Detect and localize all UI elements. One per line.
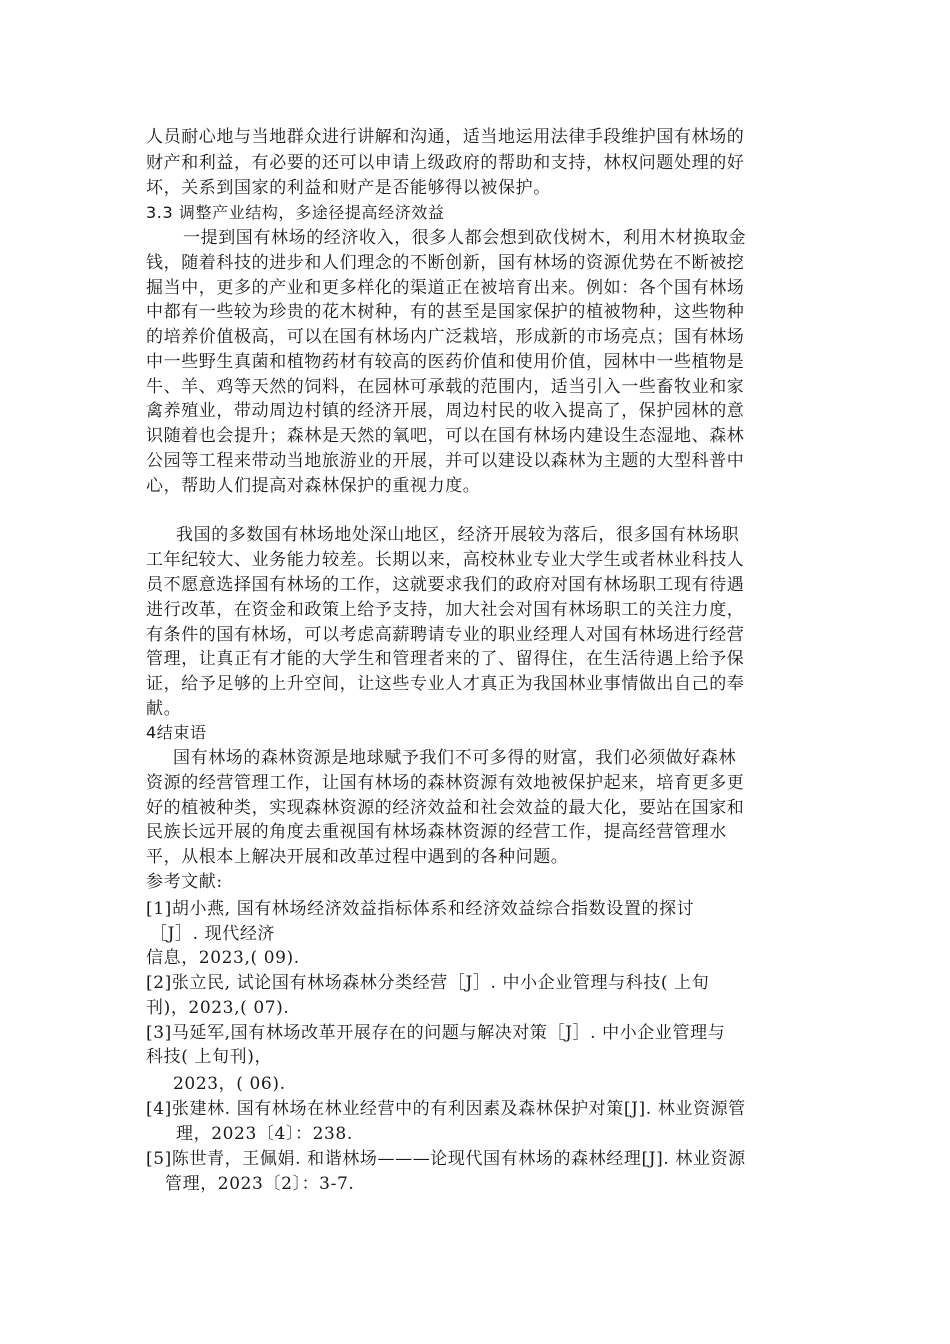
paragraph-line: 中都有一些较为珍贵的花木树种，有的甚至是国家保护的植被物种，这些物种 <box>146 302 745 322</box>
paragraph-line: 的培养价值极高，可以在国有林场内广泛栽培，形成新的市场亮点；国有林场 <box>146 327 745 347</box>
paragraph-line: 平，从根本上解决开展和改革过程中遇到的各种问题。 <box>146 847 569 867</box>
reference-line: 2023，( 06). <box>173 1074 286 1094</box>
reference-line: 科技( 上旬刊)， <box>146 1047 273 1067</box>
paragraph-line: 进行改革，在资金和政策上给予支持，加大社会对国有林场职工的关注力度， <box>146 600 745 620</box>
paragraph-line: 钱，随着科技的进步和人们理念的不断创新，国有林场的资源优势在不断被挖 <box>146 253 745 273</box>
reference-line: [1]胡小燕, 国有林场经济效益指标体系和经济效益综合指数设置的探讨 <box>146 899 695 919</box>
reference-line: 信息，2023,( 09). <box>146 948 300 968</box>
references-heading: 参考文献: <box>146 872 223 892</box>
paragraph-line: 民族长远开展的角度去重视国有林场森林资源的经营工作，提高经营管理水 <box>146 822 727 842</box>
paragraph-line: 工年纪较大、业务能力较差。长期以来，高校林业专业大学生或者林业科技人 <box>146 550 745 570</box>
paragraph-line: 财产和利益，有必要的还可以申请上级政府的帮助和支持，林权问题处理的好 <box>146 153 745 173</box>
paragraph-line: 坏，关系到国家的利益和财产是否能够得以被保护。 <box>146 178 551 198</box>
paragraph-line: 心，帮助人们提高对森林保护的重视力度。 <box>146 476 481 496</box>
section-heading: 3.3 调整产业结构，多途径提高经济效益 <box>146 203 445 222</box>
reference-line: [5]陈世青，王佩娟. 和谐林场———论现代国有林场的森林经理[J]. 林业资源 <box>146 1149 746 1169</box>
paragraph-line: 管理，让真正有才能的大学生和管理者来的了、留得住，在生活待遇上给予保 <box>146 649 745 669</box>
paragraph-line: 中一些野生真菌和植物药材有较高的医药价值和使用价值，园林中一些植物是 <box>146 352 745 372</box>
paragraph-line: 证，给予足够的上升空间，让这些专业人才真正为我国林业事情做出自己的奉 <box>146 674 745 694</box>
paragraph-line: 掘当中，更多的产业和更多样化的渠道正在被培育出来。例如：各个国有林场 <box>146 278 745 298</box>
paragraph-line: 牛、羊、鸡等天然的饲料，在园林可承载的范围内，适当引入一些畜牧业和家 <box>146 377 745 397</box>
reference-line: 刊)，2023,( 07). <box>146 998 290 1018</box>
paragraph-line: 一提到国有林场的经济收入，很多人都会想到砍伐树木，利用木材换取金 <box>183 228 747 248</box>
paragraph-line: 有条件的国有林场，可以考虑高薪聘请专业的职业经理人对国有林场进行经营 <box>146 625 745 645</box>
reference-line: 理，2023〔4〕：238. <box>176 1124 353 1144</box>
paragraph-line: 人员耐心地与当地群众进行讲解和沟通，适当地运用法律手段维护国有林场的 <box>146 127 745 147</box>
reference-line: [4]张建林. 国有林场在林业经营中的有利因素及森林保护对策[J]. 林业资源管 <box>146 1099 746 1119</box>
paragraph-line: 我国的多数国有林场地处深山地区，经济开展较为落后，很多国有林场职 <box>176 525 740 545</box>
paragraph-line: 好的植被种类，实现森林资源的经济效益和社会效益的最大化，要站在国家和 <box>146 798 745 818</box>
paragraph-line: 员不愿意选择国有林场的工作，这就要求我们的政府对国有林场职工现有待遇 <box>146 575 745 595</box>
paragraph-line: 献。 <box>146 699 182 719</box>
paragraph-line: 国有林场的森林资源是地球赋予我们不可多得的财富，我们必须做好森林 <box>173 748 737 768</box>
reference-line: [2]张立民, 试论国有林场森林分类经营［J］. 中小企业管理与科技( 上旬 <box>146 973 710 993</box>
paragraph-line: 公园等工程来带动当地旅游业的开展，并可以建设以森林为主题的大型科普中 <box>146 451 745 471</box>
reference-line: ［J］. 现代经济 <box>150 924 276 944</box>
paragraph-line: 禽养殖业，带动周边村镇的经济开展，周边村民的收入提高了，保护园林的意 <box>146 401 745 421</box>
reference-line: 管理，2023〔2〕：3-7. <box>165 1174 355 1194</box>
paragraph-line: 识随着也会提升；森林是天然的氧吧，可以在国有林场内建设生态湿地、森林 <box>146 426 745 446</box>
section-heading: 4结束语 <box>146 723 207 742</box>
reference-line: [3]马延军,国有林场改革开展存在的问题与解决对策［J］. 中小企业管理与 <box>146 1023 726 1043</box>
paragraph-line: 资源的经营管理工作，让国有林场的森林资源有效地被保护起来，培育更多更 <box>146 773 745 793</box>
